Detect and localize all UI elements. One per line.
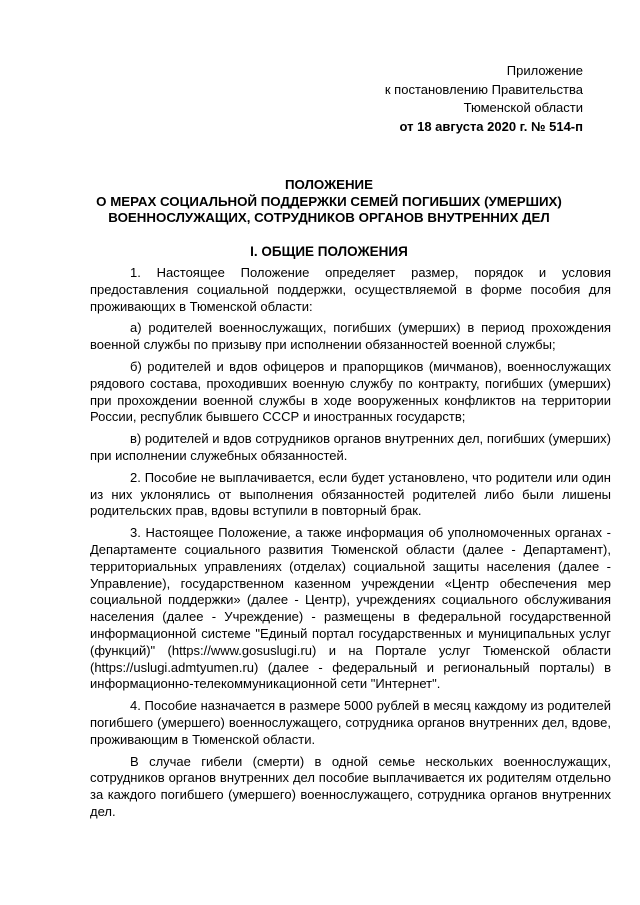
paragraph-4: 4. Пособие назначается в размере 5000 рублей в месяц каждому из родителей погибшего (умершего) военнослужащего, сотрудника органов внутренних дел, вдове, проживающим в Тюменской области. <box>90 698 611 747</box>
title-line-1: ПОЛОЖЕНИЕ <box>285 177 373 192</box>
appendix-decree: к постановлению Правительства <box>384 81 583 97</box>
paragraph-4-note: В случае гибели (смерти) в одной семье нескольких военнослужащих, сотрудников органов внутренних дел пособие выплачивается их родителям отдельно за каждого погибшего (умершего) военнослужащего, сотрудника органов внутренних дел. <box>90 753 611 819</box>
section-heading: I. ОБЩИЕ ПОЛОЖЕНИЯ <box>250 244 408 259</box>
appendix-block <box>353 62 583 136</box>
appendix-reference: от 18 августа 2020 г. № 514-п <box>399 118 583 134</box>
document-body <box>90 265 611 826</box>
document-title <box>80 177 578 227</box>
paragraph-3: 3. Настоящее Положение, а также информация об уполномоченных органах - Департаменте социального развития Тюменской области (далее - Департамент), территориальных управлениях (отделах) социальной защиты населения (далее - Управление), государственном казенном учреждении «Центр обеспечения мер социальной поддержки» (далее - Центр), учреждениях социального обслуживания населения (далее - Учреждение) - размещены в федеральной государственной информационной системе "Единый портал государственных и муниципальных услуг (функций)" (https://www.gosuslugi.ru) и на Портале услуг Тюменской области (https://uslugi.admtyumen.ru) (далее - федеральный и региональный порталы) в информационно-телекоммуникационной сети "Интернет". <box>90 525 611 692</box>
appendix-label: Приложение <box>506 63 583 78</box>
title-line-2: О МЕРАХ СОЦИАЛЬНОЙ ПОДДЕРЖКИ СЕМЕЙ ПОГИБШИХ (УМЕРШИХ) <box>96 193 562 209</box>
title-line-3: ВОЕННОСЛУЖАЩИХ, СОТРУДНИКОВ ОРГАНОВ ВНУТРЕННИХ ДЕЛ <box>108 210 550 225</box>
appendix-region: Тюменской области <box>463 100 583 115</box>
paragraph-2: 2. Пособие не выплачивается, если будет установлено, что родители или один из них уклонялись от выполнения обязанностей родителей либо были лишены родительских прав, вдовы вступили в повторный брак. <box>90 469 611 519</box>
paragraph-1c: в) родителей и вдов сотрудников органов внутренних дел, погибших (умерших) при исполнении служебных обязанностей. <box>90 431 611 463</box>
paragraph-1: 1. Настоящее Положение определяет размер, порядок и условия предоставления социальной поддержки, осуществляемой в форме пособия для проживающих в Тюменской области: <box>90 265 611 314</box>
paragraph-1a: а) родителей военнослужащих, погибших (умерших) в период прохождения военной службы по призыву при исполнении обязанностей военной службы; <box>90 320 611 353</box>
paragraph-1b: б) родителей и вдов офицеров и прапорщиков (мичманов), военнослужащих рядового состава, проходивших военную службу по контракту, погибших (умерших) при прохождении военной службы в ходе вооруженных конфликтов на территории России, республик бывшего СССР и иностранных государств; <box>90 358 611 425</box>
